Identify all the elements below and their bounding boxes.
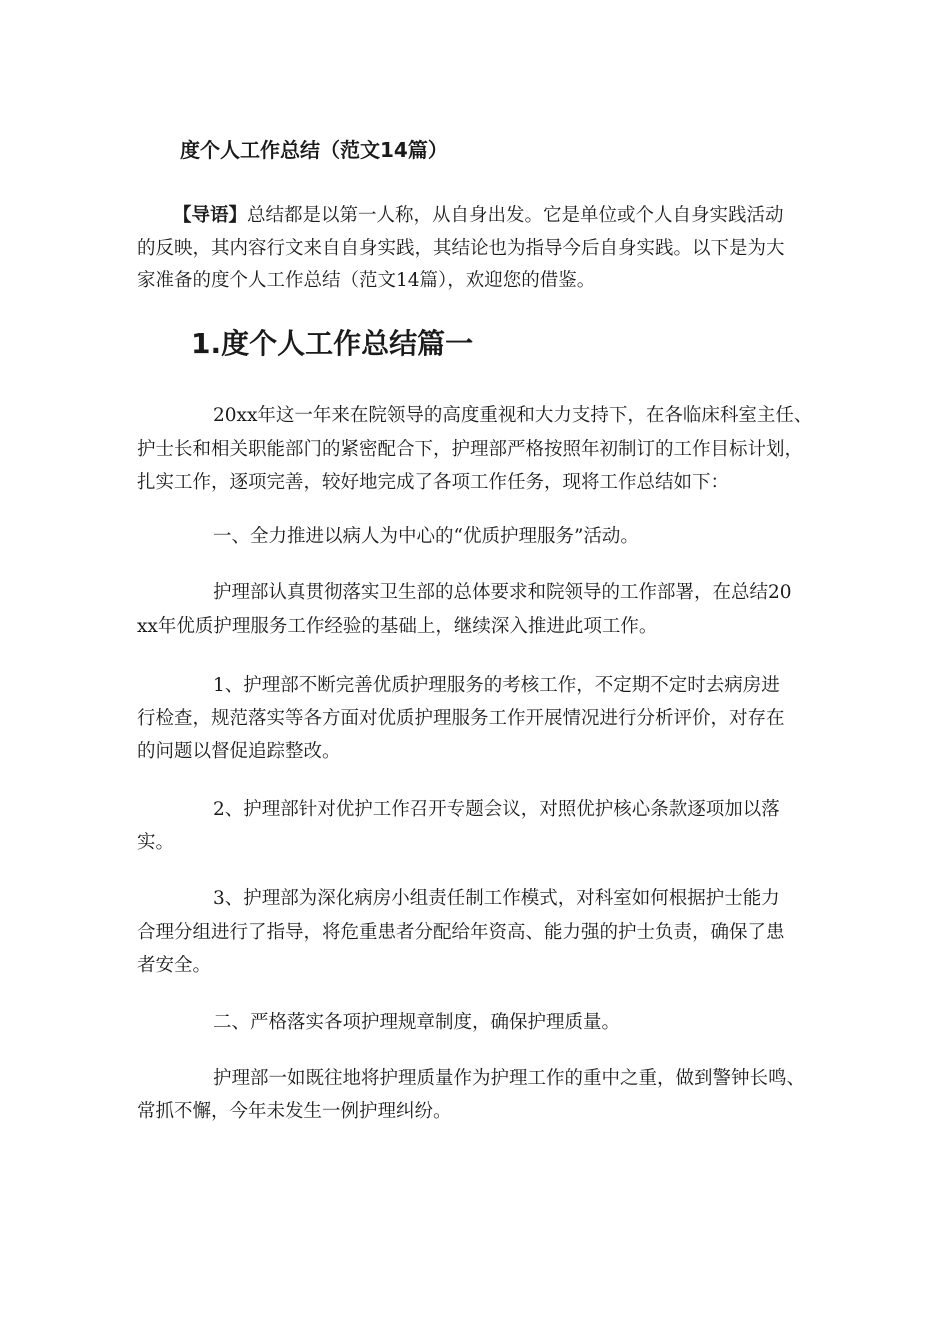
heading-one-line: 一、全力推进以病人为中心的“优质护理服务”活动。 [213,526,639,547]
item-1-line-1: 1、护理部不断完善优质护理服务的考核工作，不定期不定时去病房进 [213,675,780,696]
item-3-line-1: 3、护理部为深化病房小组责任制工作模式，对科室如何根据护士能力 [213,888,780,909]
item-1-line-2: 行检查，规范落实等各方面对优质护理服务工作开展情况进行分析评价，对存在 [137,708,785,729]
intro-line-2: 的反映，其内容行文来自自身实践，其结论也为指导今后自身实践。以下是为大 [137,238,785,259]
document-title: 度个人工作总结（范文14篇） [180,138,448,162]
heading-two-line: 二、严格落实各项护理规章制度，确保护理质量。 [213,1012,621,1033]
item-2-line-2: 实。 [137,832,175,853]
paragraph-3-line-1: 护理部一如既往地将护理质量作为护理工作的重中之重，做到警钟长鸣、 [213,1068,806,1089]
intro-text-1: 总结都是以第一人称，从自身出发。它是单位或个人自身实践活动 [247,205,784,226]
paragraph-3-line-2: 常抓不懈，今年未发生一例护理纠纷。 [137,1101,452,1122]
intro-line-3: 家准备的度个人工作总结（范文14篇），欢迎您的借鉴。 [137,270,596,291]
item-2-line-1: 2、护理部针对优护工作召开专题会议，对照优护核心条款逐项加以落 [213,799,780,820]
item-3-line-2: 合理分组进行了指导，将危重患者分配给年资高、能力强的护士负责，确保了患 [137,922,785,943]
item-3-line-3: 者安全。 [137,955,212,976]
paragraph-1-line-1: 20xx年这一年来在院领导的高度重视和大力支持下，在各临床科室主任、 [213,405,813,426]
item-1-line-3: 的问题以督促追踪整改。 [137,741,341,762]
intro-line-1 [173,203,784,229]
section-heading: 1.度个人工作总结篇一 [191,327,474,360]
paragraph-2-line-1: 护理部认真贯彻落实卫生部的总体要求和院领导的工作部署，在总结20 [213,582,792,603]
paragraph-2-line-2: xx年优质护理服务工作经验的基础上，继续深入推进此项工作。 [137,616,658,637]
paragraph-1-line-3: 扎实工作，逐项完善，较好地完成了各项工作任务，现将工作总结如下： [137,472,730,493]
paragraph-1-line-2: 护士长和相关职能部门的紧密配合下，护理部严格按照年初制订的工作目标计划， [137,439,804,460]
intro-lead: 【导语】 [173,205,248,226]
